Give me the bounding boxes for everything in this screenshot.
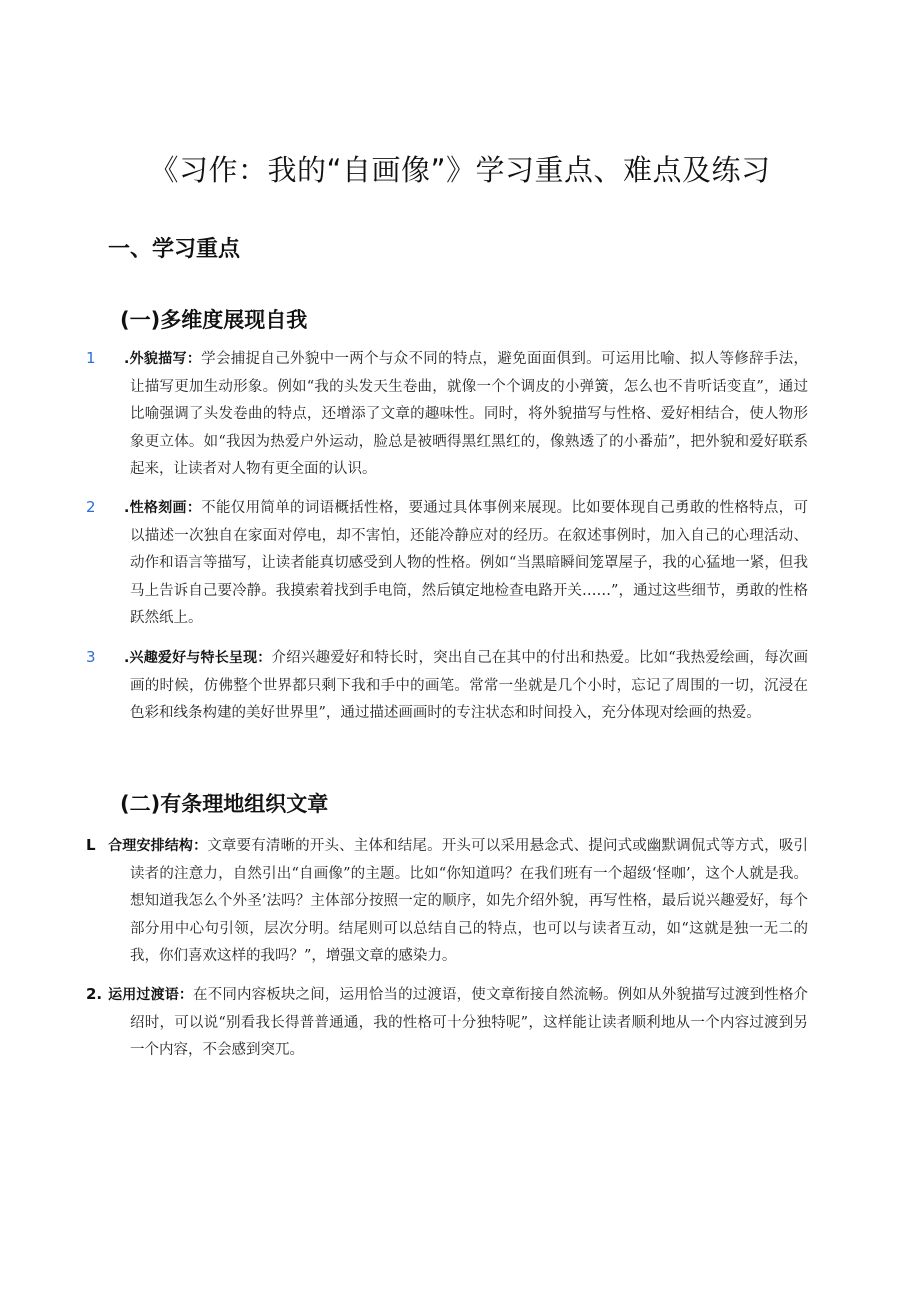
list-item-heading: .外貌描写： <box>124 351 202 367</box>
list-item-body: 学会捕捉自己外貌中一两个与众不同的特点，避免面面俱到。可运用比喻、拟人等修辞手法，让描写更加生动形象。例如“我的头发天生卷曲，就像一个个调皮的小弹簧，怎么也不肯听话变直”，通过比喻强调了头发卷曲的特点，还增添了文章的趣味性。同时，将外貌描写与性格、爱好相结合，使人物形象更立体。如“我因为热爱户外运动，脸总是被晒得黑红黑红的，像熟透了的小番茄”，把外貌和爱好联系起来，让读者对人物有更全面的认识。 <box>130 351 808 477</box>
list-item <box>86 644 808 728</box>
subsection-heading-multidimensional: (一)多维度展现自我 <box>120 308 308 332</box>
list-item-body: 文章要有清晰的开头、主体和结尾。开头可以采用悬念式、提问式或幽默调侃式等方式，吸引读者的注意力，自然引出“自画像”的主题。比如“你知道吗？在我们班有一个超级‘怪咖’，这个人就是我。想知道我怎么个外圣’法吗？主体部分按照一定的顺序，如先介绍外貌，再写性格，最后说兴趣爱好，每个部分用中心句引领，层次分明。结尾则可以总结自己的特点，也可以与读者互动，如“这就是独一无二的我，你们喜欢这样的我吗？”，增强文章的感染力。 <box>130 838 808 964</box>
subsection-heading-organize-article: (二)有条理地组织文章 <box>120 792 329 816</box>
list-item <box>86 494 808 633</box>
list-item: 2. 运用过渡语：在不同内容板块之间，运用恰当的过渡语，使文章衔接自然流畅。例如从外貌描写过渡到性格介绍时，可以说“别看我长得普普通通，我的性格可十分独特呢”，这样能让读者顺利地从一个内容过渡到另一个内容，不会感到突兀。 <box>86 985 809 1058</box>
list-item-number: 2 <box>86 498 96 516</box>
page-title: 《习作：我的“自画像”》学习重点、难点及练习 <box>149 153 771 187</box>
list-item-number: 3 <box>86 648 96 666</box>
section-heading-key-points: 一、学习重点 <box>108 237 241 262</box>
list-item: L 合理安排结构：文章要有清晰的开头、主体和结尾。开头可以采用悬念式、提问式或幽默调侃式等方式，吸引读者的注意力，自然引出“自画像”的主题。比如“你知道吗？在我们班有一个超级‘怪咖’，这个人就是我。想知道我怎么个外圣’法吗？主体部分按照一定的顺序，如先介绍外貌，再写性格，最后说兴趣爱好，每个部分用中心句引领，层次分明。结尾则可以总结自己的特点，也可以与读者互动，如“这就是独一无二的我，你们喜欢这样的我吗？”，增强文章的感染力。 <box>86 836 808 964</box>
list-item-heading: .兴趣爱好与特长呈现： <box>124 650 272 666</box>
list-item-body: 不能仅用简单的词语概括性格，要通过具体事例来展现。比如要体现自己勇敢的性格特点，可以描述一次独自在家面对停电，却不害怕，还能冷静应对的经历。在叙述事例时，加入自己的心理活动、动作和语言等描写，让读者能真切感受到人物的性格。例如“当黑暗瞬间笼罩屋子，我的心猛地一紧，但我马上告诉自己要冷静。我摸索着找到手电筒，然后镇定地检查电路开关……”，通过这些细节，勇敢的性格跃然纸上。 <box>130 500 808 626</box>
list-item-heading: 合理安排结构： <box>108 838 208 854</box>
list-item-body: 介绍兴趣爱好和特长时，突出自己在其中的付出和热爱。比如“我热爱绘画，每次画画的时候，仿佛整个世界都只剩下我和手中的画笔。常常一坐就是几个小时，忘记了周围的一切，沉浸在色彩和线条构建的美好世界里”，通过描述画画时的专注状态和时间投入，充分体现对绘画的热爱。 <box>130 650 808 721</box>
list-item <box>86 345 808 484</box>
list-item-heading: 运用过渡语： <box>108 987 194 1003</box>
list-item-heading: .性格刻画： <box>124 500 202 516</box>
list-item-body: 在不同内容板块之间，运用恰当的过渡语，使文章衔接自然流畅。例如从外貌描写过渡到性格介绍时，可以说“别看我长得普普通通，我的性格可十分独特呢”，这样能让读者顺利地从一个内容过渡到另一个内容，不会感到突兀。 <box>130 987 809 1058</box>
list-item-number: 1 <box>86 349 96 367</box>
